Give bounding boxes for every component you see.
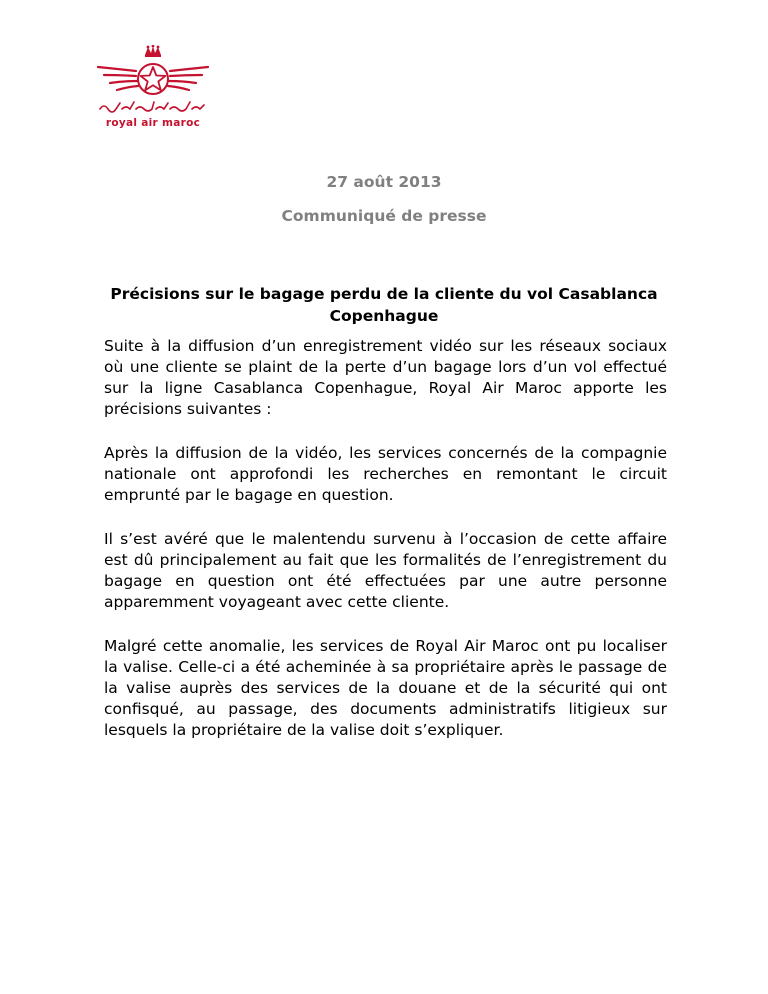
winged-star-emblem-icon — [90, 45, 216, 117]
paragraph-4: Malgré cette anomalie, les services de Royal Air Maroc ont pu localiser la valise. Celle-ci a été acheminée à sa propriétaire après le passage de la valise auprès des services de la douane et de la sécurité qui ont confisqué, au passage, des documents administratifs litigieux sur lesquels la propriétaire de la valise doit s’expliquer. — [104, 637, 667, 739]
press-release-date: 27 août 2013 — [326, 173, 442, 191]
paragraph-2: Après la diffusion de la vidéo, les services concernés de la compagnie nationale ont approfondi les recherches en remontant le circuit emprunté par le bagage en question. — [104, 444, 667, 504]
royal-air-maroc-logo — [90, 45, 216, 137]
headline: Précisions sur le bagage perdu de la cliente du vol Casablanca Copenhague — [110, 285, 658, 325]
article-body — [104, 336, 667, 764]
brand-name: royal air maroc — [105, 117, 201, 129]
paragraph-1: Suite à la diffusion d’un enregistrement vidéo sur les réseaux sociaux où une cliente se plaint de la perte d’un bagage lors d’un vol effectué sur la ligne Casablanca Copenhague, Royal Air Maroc apporte les précisions suivantes : — [104, 337, 667, 418]
press-release-label: Communiqué de presse — [281, 207, 487, 225]
paragraph-3: Il s’est avéré que le malentendu survenu à l’occasion de cette affaire est dû principalement au fait que les formalités de l’enregistrement du bagage en question ont été effectuées par une autre personne apparemment voyageant avec cette cliente. — [104, 530, 667, 611]
